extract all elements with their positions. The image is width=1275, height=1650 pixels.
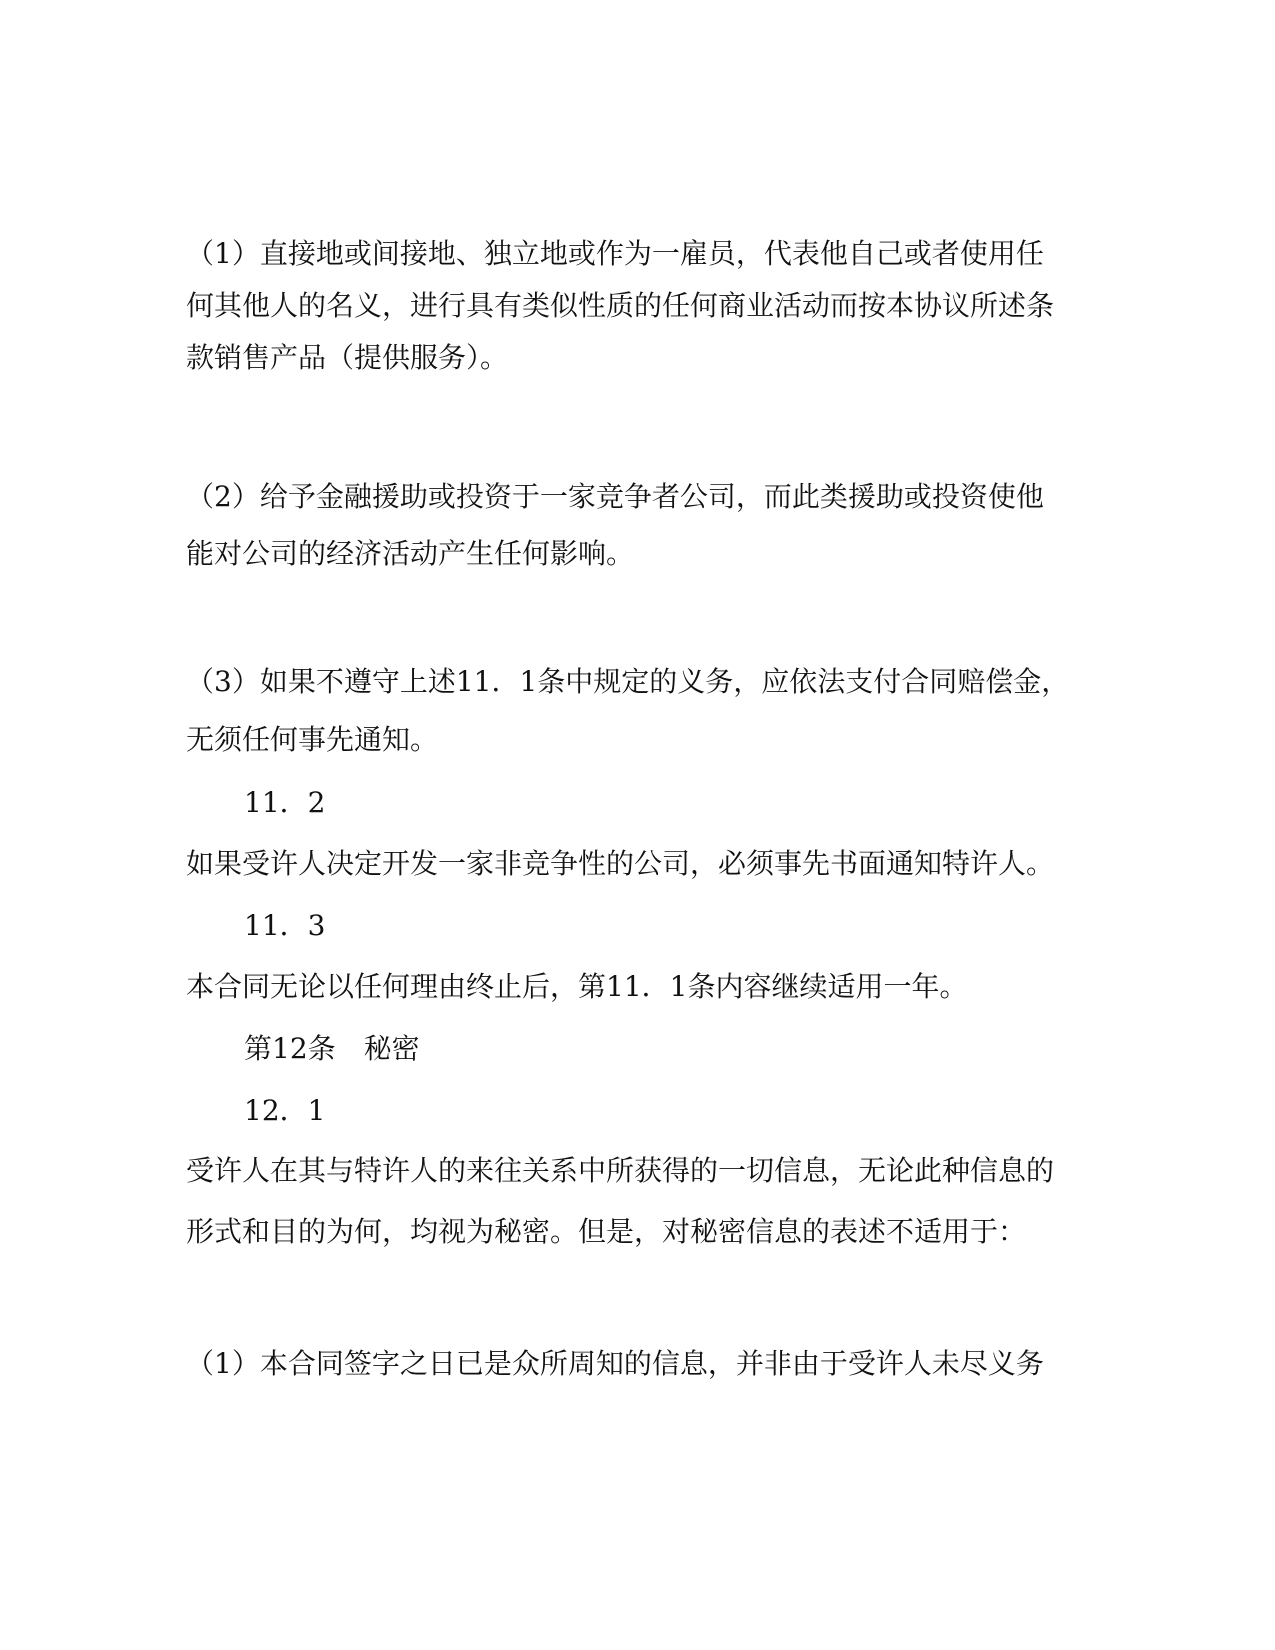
paragraph-line: 款销售产品（提供服务）。 [186, 341, 509, 374]
paragraph-line: （2）给予金融援助或投资于一家竞争者公司，而此类援助或投资使他 [186, 480, 1044, 513]
paragraph-line: 本合同无论以任何理由终止后，第11．1条内容继续适用一年。 [186, 970, 968, 1003]
clause-number: 11．3 [244, 909, 326, 942]
section-heading: 第12条 秘密 [244, 1032, 420, 1065]
paragraph-line: （3）如果不遵守上述11．1条中规定的义务，应依法支付合同赔偿金， [186, 665, 1070, 698]
paragraph-line: 何其他人的名义，进行具有类似性质的任何商业活动而按本协议所述条 [186, 289, 1055, 322]
clause-number: 12．1 [244, 1094, 326, 1127]
paragraph-line: 能对公司的经济活动产生任何影响。 [186, 537, 635, 570]
clause-number: 11．2 [244, 786, 326, 819]
paragraph-line: 形式和目的为何，均视为秘密。但是，对秘密信息的表述不适用于： [186, 1215, 1027, 1248]
paragraph-line: （1）直接地或间接地、独立地或作为一雇员，代表他自己或者使用任 [186, 237, 1044, 270]
paragraph-line: 无须任何事先通知。 [186, 723, 439, 756]
paragraph-line: 如果受许人决定开发一家非竞争性的公司，必须事先书面通知特许人。 [186, 847, 1055, 880]
paragraph-line: 受许人在其与特许人的来往关系中所获得的一切信息，无论此种信息的 [186, 1154, 1055, 1187]
paragraph-line: （1）本合同签字之日已是众所周知的信息，并非由于受许人未尽义务 [186, 1347, 1044, 1380]
